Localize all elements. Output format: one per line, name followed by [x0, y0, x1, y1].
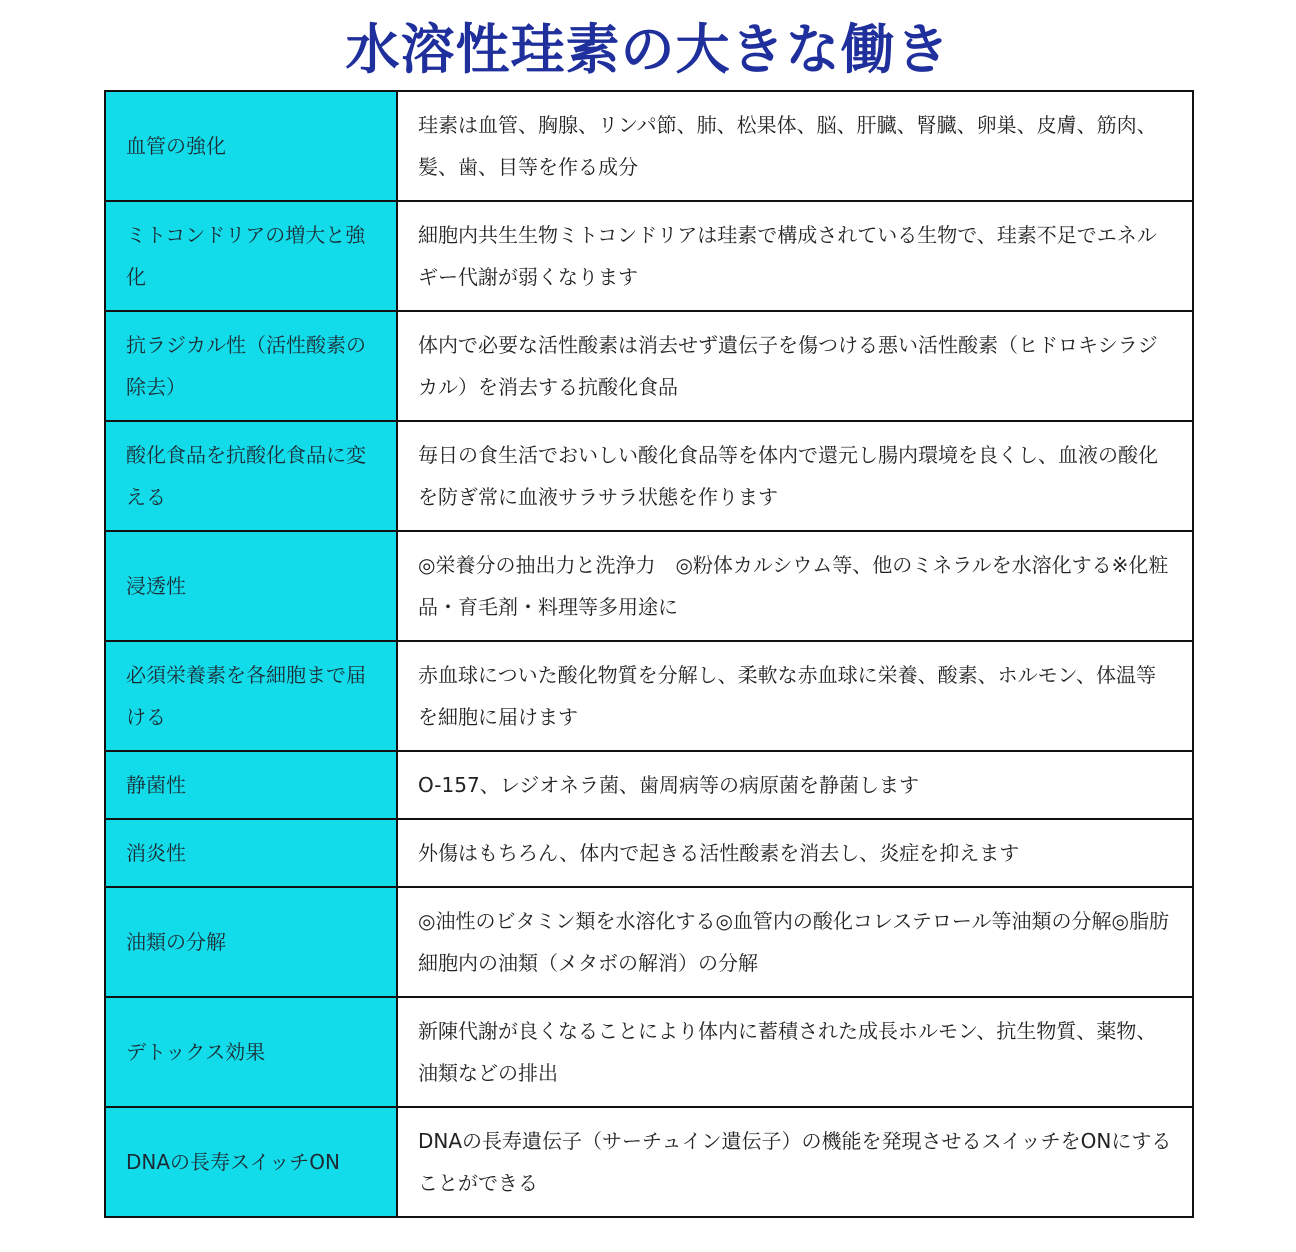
row-label: 消炎性	[105, 819, 397, 887]
row-label: 静菌性	[105, 751, 397, 819]
row-description: ◎油性のビタミン類を水溶化する◎血管内の酸化コレステロール等油類の分解◎脂肪細胞内の油類（メタボの解消）の分解	[397, 887, 1193, 997]
row-description: 体内で必要な活性酸素は消去せず遺伝子を傷つける悪い活性酸素（ヒドロキシラジカル）を消去する抗酸化食品	[397, 311, 1193, 421]
row-label: 抗ラジカル性（活性酸素の除去）	[105, 311, 397, 421]
page-title: 水溶性珪素の大きな働き	[345, 17, 951, 81]
table-row	[105, 641, 1193, 751]
row-label: 血管の強化	[105, 91, 397, 201]
table-row	[105, 887, 1193, 997]
row-label: 油類の分解	[105, 887, 397, 997]
function-table	[104, 90, 1194, 1218]
row-description: 赤血球についた酸化物質を分解し、柔軟な赤血球に栄養、酸素、ホルモン、体温等を細胞に届けます	[397, 641, 1193, 751]
table-row	[105, 997, 1193, 1107]
row-label: 酸化食品を抗酸化食品に変える	[105, 421, 397, 531]
row-label: DNAの長寿スイッチON	[105, 1107, 397, 1217]
row-description: 細胞内共生生物ミトコンドリアは珪素で構成されている生物で、珪素不足でエネルギー代謝が弱くなります	[397, 201, 1193, 311]
row-description: DNAの長寿遺伝子（サーチュイン遺伝子）の機能を発現させるスイッチをONにすることができる	[397, 1107, 1193, 1217]
row-description: 珪素は血管、胸腺、リンパ節、肺、松果体、脳、肝臓、腎臓、卵巣、皮膚、筋肉、髪、歯、目等を作る成分	[397, 91, 1193, 201]
row-label: デトックス効果	[105, 997, 397, 1107]
table-row	[105, 91, 1193, 201]
table-row	[105, 311, 1193, 421]
row-label: ミトコンドリアの増大と強化	[105, 201, 397, 311]
row-description: 毎日の食生活でおいしい酸化食品等を体内で還元し腸内環境を良くし、血液の酸化を防ぎ常に血液サラサラ状態を作ります	[397, 421, 1193, 531]
row-description: 新陳代謝が良くなることにより体内に蓄積された成長ホルモン、抗生物質、薬物、油類などの排出	[397, 997, 1193, 1107]
row-description: 外傷はもちろん、体内で起きる活性酸素を消去し、炎症を抑えます	[397, 819, 1193, 887]
table-row	[105, 751, 1193, 819]
table-row	[105, 1107, 1193, 1217]
row-label: 必須栄養素を各細胞まで届ける	[105, 641, 397, 751]
table-row	[105, 421, 1193, 531]
row-description: O-157、レジオネラ菌、歯周病等の病原菌を静菌します	[397, 751, 1193, 819]
row-description: ◎栄養分の抽出力と洗浄力 ◎粉体カルシウム等、他のミネラルを水溶化する※化粧品・育毛剤・料理等多用途に	[397, 531, 1193, 641]
table-row	[105, 531, 1193, 641]
table-row	[105, 819, 1193, 887]
table-row	[105, 201, 1193, 311]
row-label: 浸透性	[105, 531, 397, 641]
